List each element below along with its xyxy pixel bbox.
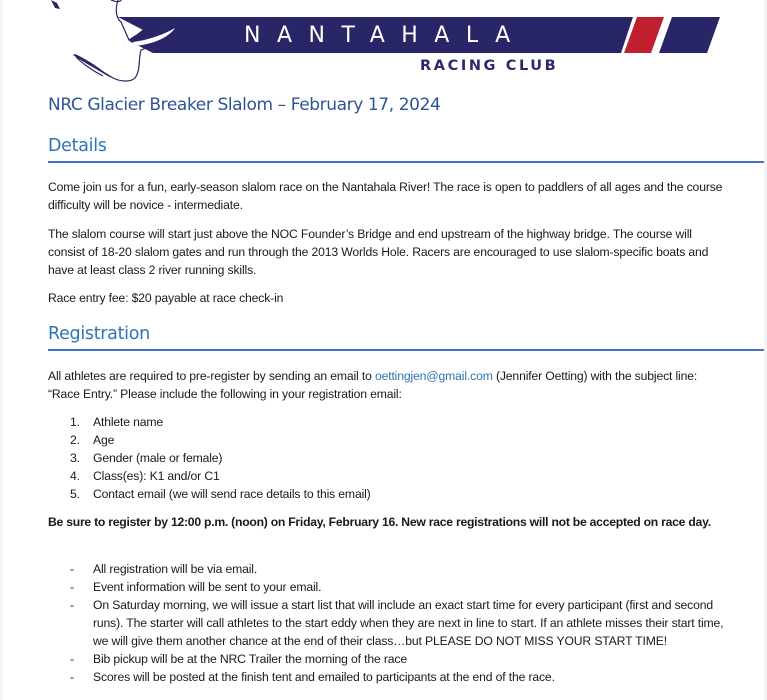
logo-name-text: NANTAHALA [244, 23, 527, 48]
list-item [48, 485, 728, 503]
list-item [48, 668, 728, 686]
registration-intro [48, 367, 728, 403]
section-heading-registration: Registration [48, 324, 150, 344]
list-item [48, 431, 728, 449]
logo-subtitle-text: RACING CLUB [420, 58, 559, 74]
dash-bullet: - [70, 670, 74, 684]
section-heading-details: Details [48, 136, 107, 156]
dash-bullet: - [70, 562, 74, 576]
registration-deadline-notice: Be sure to register by 12:00 p.m. (noon) on Friday, February 16. New race registrations will not be accepted on race day. [48, 515, 711, 529]
list-item-text: Athlete name [93, 415, 164, 429]
details-paragraph: The slalom course will start just above the NOC Founder’s Bridge and end upstream of the highway bridge. The course will consist of 18-20 slalom gates and run through the 2013 Worlds Hole. Racers are encouraged to use slalom-specific boats and have at least class 2 river running skills. [48, 227, 709, 277]
entry-fee-text: Race entry fee: $20 payable at race check-in [48, 291, 284, 305]
dash-bullet: - [70, 652, 74, 666]
list-item [48, 413, 728, 431]
list-item-text: Age [93, 433, 115, 447]
document-title: NRC Glacier Breaker Slalom – February 17, 2024 [48, 95, 441, 115]
list-item [48, 596, 728, 650]
list-item-text: Scores will be posted at the finish tent and emailed to participants at the end of the race. [93, 670, 555, 684]
heading-rule [48, 349, 764, 351]
list-number: 5. [70, 487, 80, 501]
list-number: 1. [70, 415, 80, 429]
contact-email-link[interactable]: oettingjen@gmail.com [374, 369, 493, 383]
list-item [48, 578, 728, 596]
list-number: 4. [70, 469, 80, 483]
list-number: 2. [70, 433, 80, 447]
registration-notes-list [48, 560, 728, 686]
list-item-text: Contact email (we will send race details to this email) [93, 487, 371, 501]
dash-bullet: - [70, 580, 74, 594]
list-item-text: Event information will be sent to your email. [93, 580, 322, 594]
list-item-text: Class(es): K1 and/or C1 [93, 469, 220, 483]
document-page [3, 0, 764, 700]
details-paragraph: Come join us for a fun, early-season slalom race on the Nantahala River! The race is open to paddlers of all ages and the course difficulty will be novice - intermediate. [48, 180, 723, 212]
intro-text: (Jennifer Oetting) with the subject line: “Race Entry.” Please include the following in your registration email: [48, 369, 698, 401]
dash-bullet: - [70, 598, 74, 612]
list-item-text: On Saturday morning, we will issue a start list that will include an exact start time for every participant (first and second runs). The starter will call athletes to the start eddy when they are next in line to start. If an athlete misses their start time, we will give them another chance at the end of their class…but PLEASE DO NOT MISS YOUR START TIME! [93, 598, 724, 648]
list-item [48, 560, 728, 578]
intro-text: All athletes are required to pre-register by sending an email to [48, 369, 375, 383]
list-number: 3. [70, 451, 80, 465]
list-item-text: Bib pickup will be at the NRC Trailer the morning of the race [93, 652, 407, 666]
list-item-text: Gender (male or female) [93, 451, 223, 465]
list-item [48, 449, 728, 467]
list-item [48, 650, 728, 668]
heading-rule [48, 161, 764, 163]
list-item-text: All registration will be via email. [93, 562, 258, 576]
required-info-list [48, 413, 728, 503]
nantahala-racing-club-logo [3, 0, 764, 90]
list-item [48, 467, 728, 485]
